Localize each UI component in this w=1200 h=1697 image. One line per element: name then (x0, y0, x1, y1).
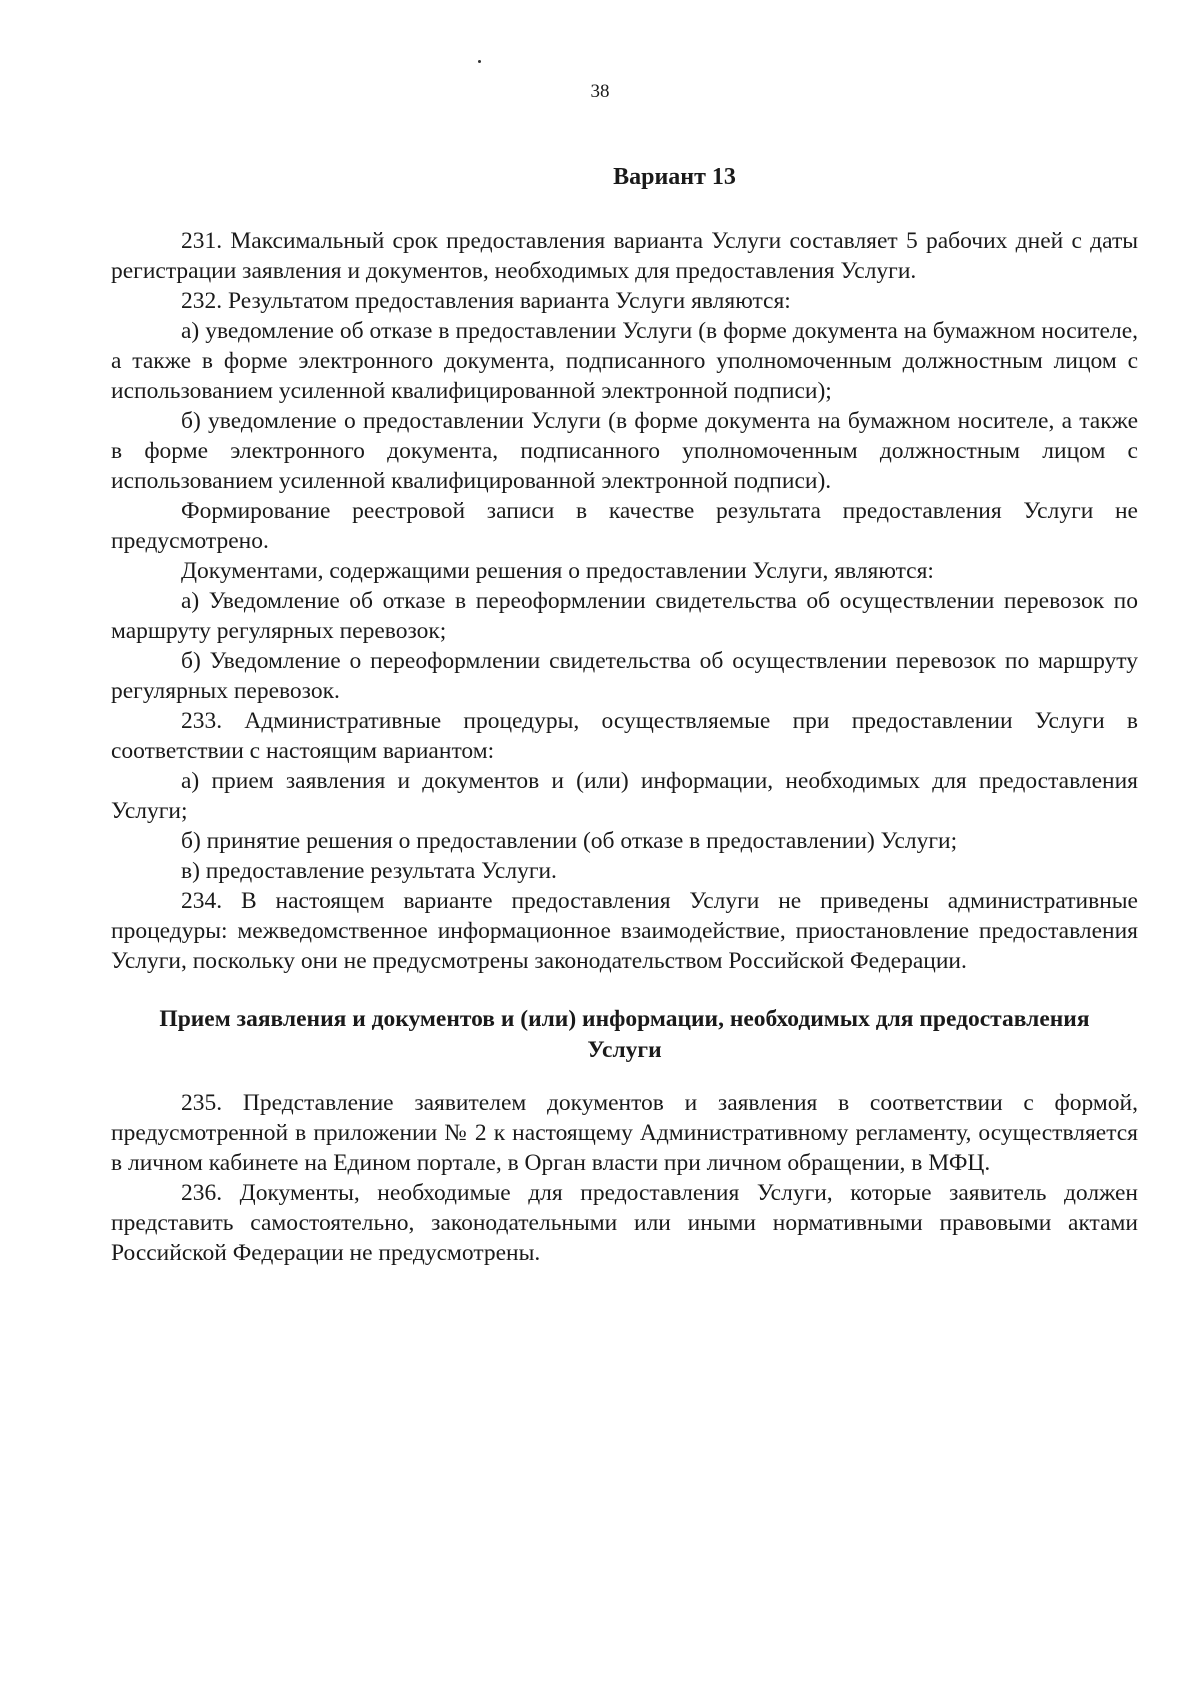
paragraph-235: 235. Представление заявителем документов и заявления в соответствии с формой, предусмотренной в приложении № 2 к настоящему Административному регламенту, осуществляется в личном кабинете на Едином портале, в Орган власти при личном обращении, в МФЦ. (111, 1090, 1138, 1176)
paragraph-233-b: б) принятие решения о предоставлении (об отказе в предоставлении) Услуги; (181, 828, 958, 854)
document-body (111, 162, 1138, 1268)
scan-dot-mark (478, 60, 481, 63)
paragraph-232-a: а) уведомление об отказе в предоставлении Услуги (в форме документа на бумажном носителе, а также в форме электронного документа, подписанного уполномоченным должностным лицом с использованием усиленной квалифицированной электронной подписи); (111, 318, 1138, 404)
paragraph-232: 232. Результатом предоставления варианта Услуги являются: (181, 288, 791, 314)
paragraphs-before (111, 226, 1138, 976)
paragraph-236: 236. Документы, необходимые для предоставления Услуги, которые заявитель должен представить самостоятельно, законодательными или иными нормативными правовыми актами Российской Федерации не предусмотрены. (111, 1180, 1138, 1266)
paragraph-decision-documents: Документами, содержащими решения о предоставлении Услуги, являются: (181, 558, 934, 584)
paragraphs-after (111, 1088, 1138, 1268)
page-number: 38 (590, 81, 610, 102)
paragraph-232-b: б) уведомление о предоставлении Услуги (в форме документа на бумажном носителе, а также в форме электронного документа, подписанного уполномоченным должностным лицом с использованием усиленной квалифицированной электронной подписи). (111, 408, 1138, 494)
paragraph-233-a: а) прием заявления и документов и (или) информации, необходимых для предоставления Услуги; (111, 768, 1138, 824)
paragraph-234: 234. В настоящем варианте предоставления Услуги не приведены административные процедуры: межведомственное информационное взаимодействие, приостановление предоставления Услуги, поскольку они не предусмотрены законодательством Российской Федерации. (111, 888, 1138, 974)
section-title: Прием заявления и документов и (или) информации, необходимых для предоставления Услуги (159, 1006, 1090, 1063)
variant-title: Вариант 13 (613, 164, 736, 190)
paragraph-decision-a: а) Уведомление об отказе в переоформлении свидетельства об осуществлении перевозок по маршруту регулярных перевозок; (111, 588, 1138, 644)
paragraph-233-v: в) предоставление результата Услуги. (181, 858, 557, 884)
paragraph-registry-note: Формирование реестровой записи в качестве результата предоставления Услуги не предусмотрено. (111, 498, 1138, 554)
paragraph-231: 231. Максимальный срок предоставления варианта Услуги составляет 5 рабочих дней с даты регистрации заявления и документов, необходимых для предоставления Услуги. (111, 228, 1138, 284)
paragraph-233: 233. Административные процедуры, осуществляемые при предоставлении Услуги в соответствии с настоящим вариантом: (111, 708, 1138, 764)
paragraph-decision-b: б) Уведомление о переоформлении свидетельства об осуществлении перевозок по маршруту регулярных перевозок. (111, 648, 1138, 704)
